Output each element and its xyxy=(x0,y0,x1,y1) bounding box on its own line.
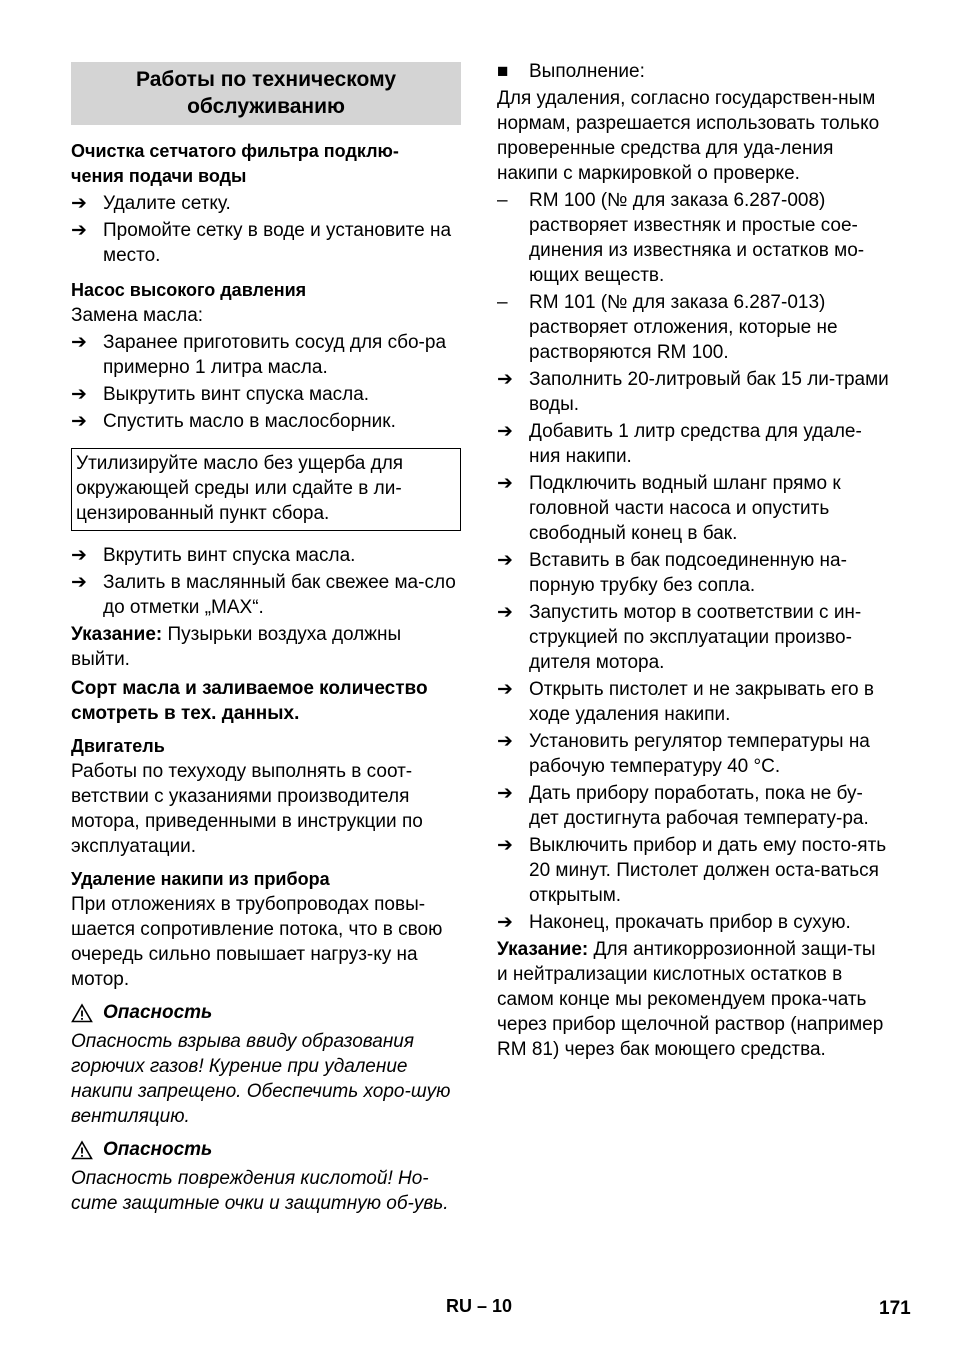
arrow-icon: ➔ xyxy=(71,411,87,432)
square-bullet-icon: ■ xyxy=(497,61,509,82)
step-text: Заранее приготовить сосуд для сбо-ра примерно 1 литра масла. xyxy=(103,332,447,378)
danger-label: Опасность xyxy=(103,1139,213,1160)
arrow-icon: ➔ xyxy=(497,783,513,804)
hint-text: Пузырьки воздуха должны выйти. xyxy=(71,624,402,670)
section-title-line-1: Работы по техническому xyxy=(135,68,397,91)
step-text: Подключить водный шланг прямо к головной части насоса и опустить свободный конец в бак. xyxy=(529,473,841,544)
arrow-icon: ➔ xyxy=(497,835,513,856)
dash-bullet-icon: – xyxy=(497,190,508,211)
arrow-icon: ➔ xyxy=(71,220,87,241)
list-item xyxy=(497,677,889,727)
step-text: Запустить мотор в соответствии с ин-струкцией по эксплуатации произво-дителя мотора. xyxy=(529,602,862,673)
list-item xyxy=(71,543,461,568)
list-item xyxy=(497,729,889,779)
step-text: Заполнить 20-литровый бак 15 ли-трами воды. xyxy=(529,369,889,415)
filter-heading: Очистка сетчатого фильтра подклю-чения подачи воды xyxy=(71,141,399,186)
danger-label: Опасность xyxy=(103,1002,213,1023)
right-column xyxy=(497,62,889,1062)
list-item xyxy=(71,330,461,380)
list-item xyxy=(497,290,889,365)
danger-text: Опасность повреждения кислотой! Но-сите защитные очки и защитную об-увь. xyxy=(71,1168,449,1214)
section-title-line-2: обслуживанию xyxy=(187,95,345,118)
step-text: Наконец, прокачать прибор в сухую. xyxy=(529,912,851,933)
environment-note: Утилизируйте масло без ущерба для окружающей среды или сдайте в ли-цензированный пункт сбора. xyxy=(71,448,461,531)
step-text: Промойте сетку в воде и установите на место. xyxy=(103,220,452,266)
list-item xyxy=(497,781,889,831)
step-text: Добавить 1 литр средства для удале-ния накипи. xyxy=(529,421,862,467)
danger-text: Опасность взрыва ввиду образования горючих газов! Курение при удаление накипи запрещено. Обеспечить хоро-шую вентиляцию. xyxy=(71,1031,451,1127)
arrow-icon: ➔ xyxy=(71,384,87,405)
step-text: Спустить масло в маслосборник. xyxy=(103,411,396,432)
arrow-icon: ➔ xyxy=(497,602,513,623)
arrow-icon: ➔ xyxy=(71,193,87,214)
dash-bullet-icon: – xyxy=(497,292,508,313)
list-item xyxy=(497,367,889,417)
engine-text: Работы по техуходу выполнять в соот-ветствии с указаниями производителя мотора, приведенными в инструкции по эксплуатации. xyxy=(71,761,423,857)
list-item xyxy=(497,471,889,546)
hint-paragraph xyxy=(71,622,461,672)
list-item xyxy=(71,218,461,268)
hint-label: Указание: xyxy=(497,939,589,960)
descale-heading: Удаление накипи из прибора xyxy=(71,869,330,889)
list-item xyxy=(497,600,889,675)
step-text: Выкрутить винт спуска масла. xyxy=(103,384,370,405)
list-item xyxy=(497,910,889,935)
item-text: RM 101 (№ для заказа 6.287-013) растворяет отложения, которые не растворяются RM 100. xyxy=(529,292,838,363)
list-item xyxy=(497,833,889,908)
left-column xyxy=(71,62,461,1216)
page-number: 171 xyxy=(879,1298,911,1319)
arrow-icon: ➔ xyxy=(497,369,513,390)
exec-label: Выполнение: xyxy=(529,61,645,82)
arrow-icon: ➔ xyxy=(497,550,513,571)
exec-label-row xyxy=(497,59,889,84)
step-text: Удалите сетку. xyxy=(103,193,231,214)
oil-type-note: Сорт масла и заливаемое количество смотреть в тех. данных. xyxy=(71,678,428,724)
arrow-icon: ➔ xyxy=(497,421,513,442)
engine-heading: Двигатель xyxy=(71,736,165,756)
step-text: Дать прибору поработать, пока не бу-дет достигнута рабочая температу-ра. xyxy=(529,783,869,829)
arrow-icon: ➔ xyxy=(71,572,87,593)
step-text: Вставить в бак подсоединенную на-порную трубку без сопла. xyxy=(529,550,847,596)
descale-text: При отложениях в трубопроводах повы-шается сопротивление потока, что в свою очередь сильно повышает нагруз-ку на мотор. xyxy=(71,894,443,990)
list-item xyxy=(71,409,461,434)
list-item xyxy=(71,382,461,407)
list-item xyxy=(497,188,889,288)
step-text: Установить регулятор температуры на рабочую температуру 40 °C. xyxy=(529,731,870,777)
item-text: RM 100 (№ для заказа 6.287-008) растворяет известняк и простые сое-динения из известняка и остатков мо-ющих веществ. xyxy=(529,190,865,286)
warning-triangle-icon xyxy=(71,1003,93,1023)
list-item xyxy=(71,191,461,216)
step-text: Выключить прибор и дать ему посто-ять 20 минут. Пистолет должен оста-ваться открытым. xyxy=(529,835,887,906)
step-text: Залить в маслянный бак свежее ма-сло до отметки „MAX“. xyxy=(103,572,456,618)
step-text: Вкрутить винт спуска масла. xyxy=(103,545,356,566)
danger-heading xyxy=(71,1137,461,1162)
footer-section-label: RU – 10 xyxy=(446,1296,513,1316)
list-item xyxy=(497,548,889,598)
arrow-icon: ➔ xyxy=(497,912,513,933)
list-item xyxy=(71,570,461,620)
arrow-icon: ➔ xyxy=(497,473,513,494)
intro-text: Для удаления, согласно государствен-ным нормам, разрешается использовать только проверенные средства для уда-ления накипи с маркировкой о проверке. xyxy=(497,88,880,184)
hint-label: Указание: xyxy=(71,624,163,645)
hint-paragraph xyxy=(497,937,889,1062)
step-text: Открыть пистолет и не закрывать его в ходе удаления накипи. xyxy=(529,679,874,725)
pump-subheading: Замена масла: xyxy=(71,305,204,326)
hint-text: Для антикоррозионной защи-ты и нейтрализации кислотных остатков в самом конце мы рекомендуем прока-чать через прибор щелочной раствор (например RM 81) через бак моющего средства. xyxy=(497,939,884,1060)
arrow-icon: ➔ xyxy=(497,731,513,752)
danger-heading xyxy=(71,1000,461,1025)
warning-triangle-icon xyxy=(71,1140,93,1160)
arrow-icon: ➔ xyxy=(71,545,87,566)
list-item xyxy=(497,419,889,469)
pump-heading: Насос высокого давления xyxy=(71,280,307,300)
arrow-icon: ➔ xyxy=(71,332,87,353)
section-title xyxy=(71,62,461,125)
arrow-icon: ➔ xyxy=(497,679,513,700)
